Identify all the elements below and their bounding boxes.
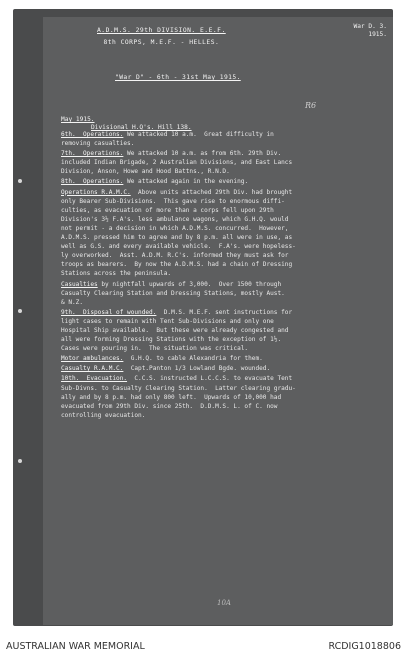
diary-paragraph [61,188,381,279]
diary-paragraph [61,354,381,363]
paragraph-text: We attacked again in the evening. [123,178,249,186]
paragraph-text: We attacked 10 a.m. as from 6th. 29th Div. included Indian Brigade, 2 Australian Divisions, and East Lancs Division, Anson, Howe and Hood Battns., R.N.D. [61,150,293,176]
folio-number: 10A [217,599,231,607]
diary-paragraph [61,149,381,176]
paragraph-text: We attacked 10 a.m. Great difficulty in removing casualties. [61,131,274,148]
diary-page [43,17,393,625]
reference-line-2: 1915. [368,31,387,38]
diary-title: "War D" - 6th - 31st May 1915. [115,74,241,81]
reference-line-1: War D. 3. [353,23,387,30]
entry-hq: Divisional H.Q's. Hill 138. [91,124,192,131]
paragraph-text: Above units attached 29th Div. had brought only Bearer Sub-Divisions. This gave rise to enormous diffi- culties, as evacuation of more than a corps fell upon 29th Division's 3½ F.A's. less ambulance wagons, which G.H.Q. would not permit - a decision in which A.D.M.S. concurred. However, A.D.M.S. pressed him to agree and by 8 p.m. all were in use, as well as G.S. and every available vehicle. F.A's. were hopeless- ly overworked. Asst. A.D.M. R.C's. informed they must ask for troops as bearers. By now the A.D.M.S. had a chain of Dressing Stations across the peninsula. [61,188,296,278]
paragraph-text: C.C.S. instructed L.C.C.S. to evacuate Tent Sub-Divns. to Casualty Clearing Station. Latter clearing gradu- ally and by 8 p.m. had only 800 left. Upwards of 10,000 had evacuated from 29th Div. since 25th. D.D.M.S. L. of C. now controlling evacuation. [61,375,296,419]
paragraph-heading: 8th. Operations. [61,178,124,186]
reference-box [353,23,387,39]
diary-paragraph [61,364,381,373]
paragraph-heading: Casualties [61,280,98,288]
archive-id: RCDIG1018806 [328,641,401,652]
diary-body [61,130,381,421]
paragraph-text: by nightfall upwards of 3,000. Over 1500 through Casualty Clearing Station and Dressing Stations, mostly Aust. & N.Z. [61,280,285,306]
paragraph-heading: 10th. Evacuation. [61,375,128,383]
paragraph-heading: 7th. Operations. [61,150,124,158]
paragraph-heading: Motor ambulances. [61,355,124,363]
paragraph-text: G.H.Q. to cable Alexandria for them. [123,355,263,363]
entry-month: May 1915. [61,116,95,123]
header-corps: 8th CORPS, M.E.F. - HELLES. [103,39,220,46]
page-frame [13,9,393,626]
paragraph-heading: Operations R.A.M.C. [61,188,131,196]
paragraph-heading: 9th. Disposal of wounded. [61,308,157,316]
paragraph-text: Capt.Panton 1/3 Lowland Bgde. wounded. [123,365,271,373]
diary-paragraph [61,130,381,148]
paragraph-heading: Casualty R.A.M.C. [61,365,124,373]
archive-credit: AUSTRALIAN WAR MEMORIAL [6,641,145,652]
diary-paragraph [61,308,381,353]
diary-paragraph [61,177,381,186]
diary-paragraph [61,280,381,307]
diary-paragraph [61,374,381,419]
page-header [97,25,226,49]
paragraph-heading: 6th. Operations. [61,131,124,138]
header-unit: A.D.M.S. 29th DIVISION. E.E.F. [97,27,226,34]
paragraph-text: D.M.S. M.E.F. sent instructions for light cases to remain with Tent Sub-Divisions and only one Hospital Ship available. But these were already congested and all were forming Dressing Stations with the exception of 1½. Cases were pouring in. The situation was critical. [61,308,293,353]
margin-note: R6 [305,101,317,110]
